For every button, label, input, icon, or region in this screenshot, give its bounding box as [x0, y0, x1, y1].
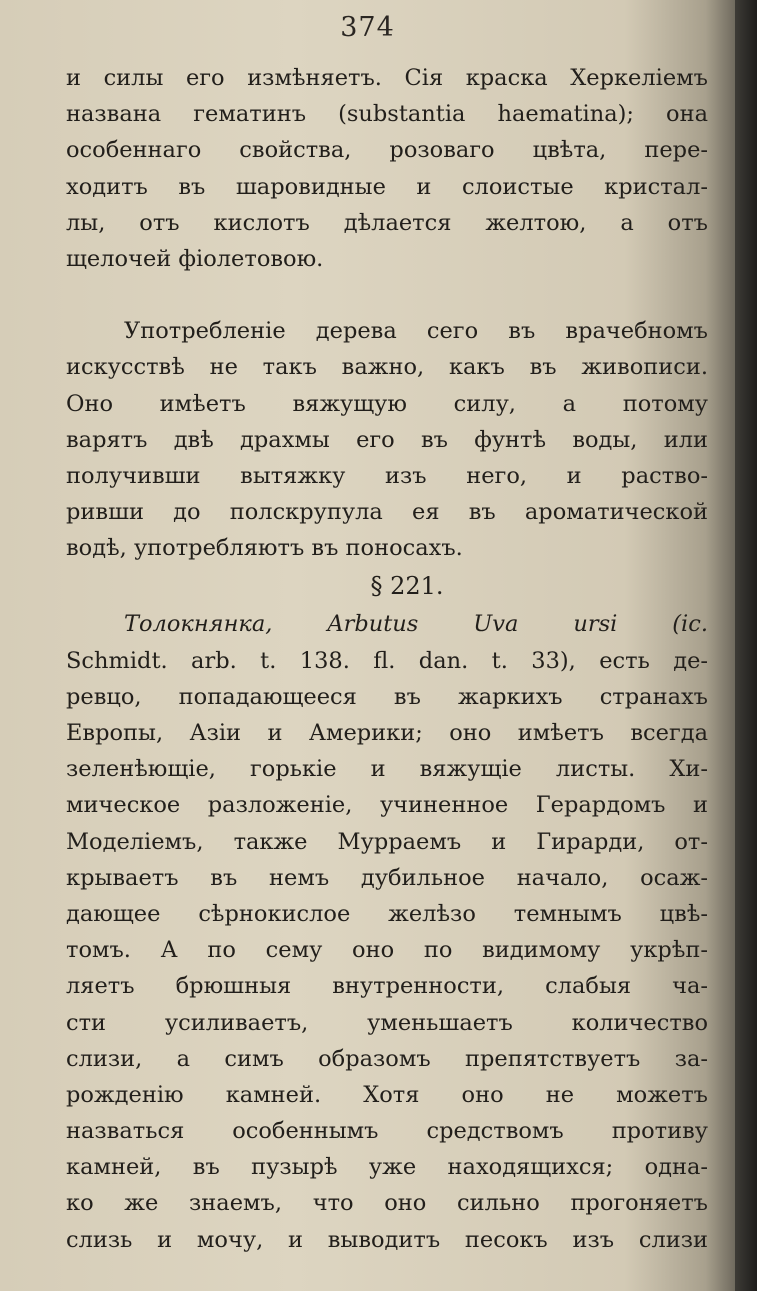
- paragraph-1: [66, 60, 708, 277]
- text-line: названа гематинъ (substantia haematina); она: [66, 101, 708, 128]
- text-line: варятъ двѣ драхмы его въ фунтѣ воды, или: [66, 426, 708, 453]
- text-line: слизи, а симъ образомъ препятствуетъ за-: [66, 1045, 708, 1072]
- text-line: ривши до полскрупула ея въ ароматической: [66, 499, 708, 526]
- text-line: слизь и мочу, и выводитъ песокъ изъ слизи: [66, 1226, 708, 1253]
- text-line: Schmidt. arb. t. 138. fl. dan. t. 33), есть де-: [66, 647, 708, 674]
- text-line: крываетъ въ немъ дубильное начало, осаж-: [66, 864, 708, 891]
- text-line: рожденію камней. Хотя оно не можетъ: [66, 1081, 708, 1108]
- text-line: Оно имѣетъ вяжущую силу, а потому: [66, 390, 708, 417]
- section-heading: § 221.: [370, 572, 444, 601]
- text-line: камней, въ пузырѣ уже находящихся; одна-: [66, 1154, 708, 1181]
- text-line: Европы, Азіи и Америки; оно имѣетъ всегда: [66, 720, 708, 746]
- text-line: ляетъ брюшныя внутренности, слабыя ча-: [66, 973, 708, 1000]
- text-line: зеленѣющіе, горькіе и вяжущіе листы. Хи-: [66, 756, 708, 783]
- book-spine: [735, 0, 757, 1291]
- text-line: мическое разложеніе, учиненное Герардомъ и: [66, 792, 708, 819]
- paragraph-3: [66, 606, 708, 1257]
- text-line: получивши вытяжку изъ него, и раство-: [66, 462, 708, 489]
- text-line: ходитъ въ шаровидные и слоистые кристал-: [66, 173, 708, 200]
- text-line: щелочей фіолетовою.: [66, 245, 324, 272]
- text-line: и силы его измѣняетъ. Сія краска Херкеліемъ: [66, 65, 708, 91]
- text-line: назваться особеннымъ средствомъ противу: [66, 1118, 708, 1145]
- text-line: водѣ, употребляютъ въ поносахъ.: [66, 535, 463, 562]
- text-line: ко же знаемъ, что оно сильно прогоняетъ: [66, 1190, 708, 1217]
- page-number: 374: [340, 12, 395, 43]
- text-line: Толокнянка, Arbutus Uva ursi (ic.: [124, 611, 708, 638]
- text-line: искусствѣ не такъ важно, какъ въ живописи.: [66, 354, 708, 381]
- text-line: особеннаго свойства, розоваго цвѣта, пере-: [66, 137, 708, 164]
- text-line: ревцо, попадающееся въ жаркихъ странахъ: [66, 683, 708, 710]
- text-line: дающее сѣрнокислое желѣзо темнымъ цвѣ-: [66, 900, 708, 927]
- paragraph-2: [66, 313, 708, 566]
- text-line: Употребленіе дерева сего въ врачебномъ: [124, 318, 708, 345]
- text-line: сти усиливаетъ, уменьшаетъ количество: [66, 1009, 708, 1036]
- text-line: лы, отъ кислотъ дѣлается желтою, а отъ: [66, 209, 708, 236]
- paragraph-gap: [66, 277, 708, 313]
- text-line: Моделіемъ, также Мурраемъ и Гирарди, от-: [66, 828, 708, 855]
- text-line: томъ. А по сему оно по видимому укрѣп-: [66, 937, 708, 964]
- page-text: [66, 60, 708, 1268]
